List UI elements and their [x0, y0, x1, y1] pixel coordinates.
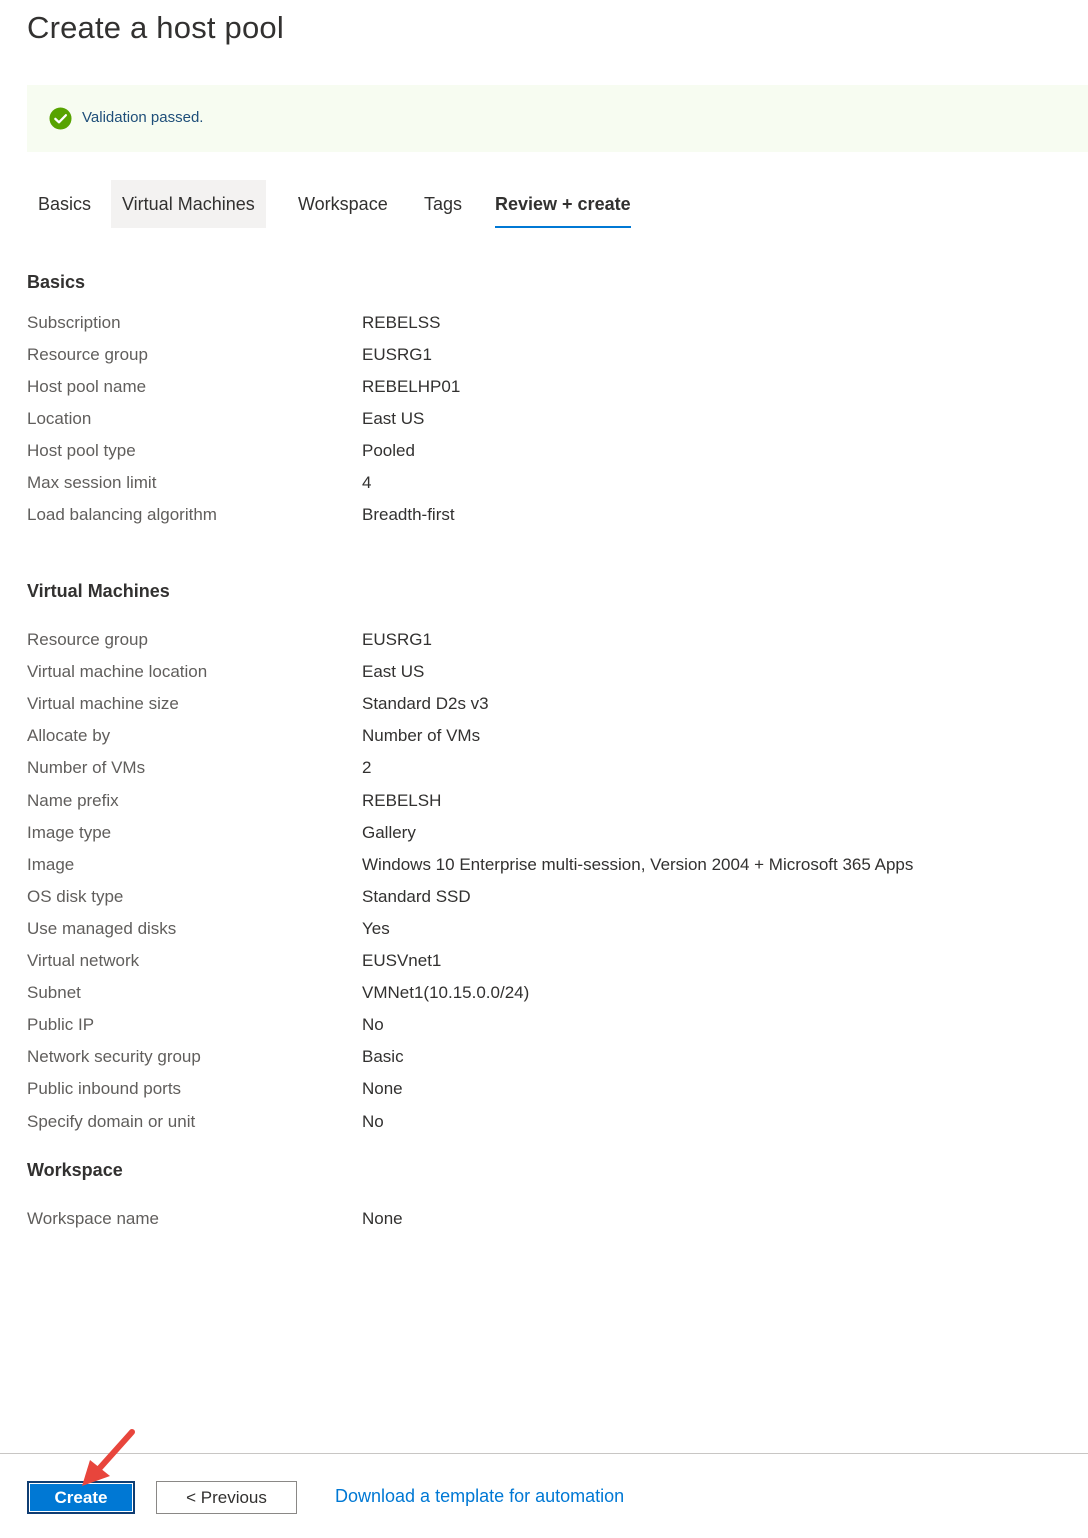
summary-value: Standard D2s v3 — [362, 694, 489, 714]
summary-row — [27, 789, 1067, 813]
summary-label: Virtual network — [27, 951, 140, 970]
summary-value: Basic — [362, 1047, 404, 1067]
summary-value: EUSRG1 — [362, 630, 432, 649]
summary-row — [27, 375, 1067, 399]
summary-value: EUSRG1 — [362, 345, 432, 364]
footer-divider — [0, 1453, 1088, 1454]
summary-value: Pooled — [362, 441, 415, 460]
section-title-virtual-machines: Virtual Machines — [27, 581, 170, 601]
summary-row — [27, 853, 1067, 877]
summary-row — [27, 1207, 1067, 1231]
summary-label: Workspace name — [27, 1209, 159, 1228]
summary-label: Host pool type — [27, 441, 136, 460]
tab-tags[interactable]: Tags — [424, 194, 463, 214]
validation-banner — [27, 85, 1088, 152]
summary-label: Subnet — [27, 983, 81, 1003]
summary-label: Host pool name — [27, 377, 147, 396]
summary-label: OS disk type — [27, 886, 124, 906]
summary-label: Name prefix — [27, 790, 119, 810]
summary-row — [27, 503, 1067, 527]
summary-value: Gallery — [362, 822, 416, 842]
summary-label: Location — [27, 409, 92, 428]
summary-row — [27, 821, 1067, 845]
summary-value: East US — [362, 409, 425, 428]
section-title-basics: Basics — [27, 272, 86, 292]
tab-review-create[interactable]: Review + create — [495, 180, 631, 228]
summary-row — [27, 885, 1067, 909]
summary-value: Number of VMs — [362, 726, 481, 746]
summary-row — [27, 1013, 1067, 1037]
summary-value: REBELHP01 — [362, 377, 461, 396]
summary-label: Public inbound ports — [27, 1079, 182, 1099]
summary-row — [27, 1077, 1067, 1101]
summary-value: None — [362, 1079, 403, 1099]
summary-label: Specify domain or unit — [27, 1111, 196, 1131]
summary-label: Network security group — [27, 1047, 201, 1067]
summary-label: Resource group — [27, 345, 148, 364]
summary-label: Image — [27, 854, 75, 874]
summary-row — [27, 471, 1067, 495]
summary-label: Virtual machine size — [27, 694, 179, 714]
download-template-link[interactable]: Download a template for automation — [335, 1486, 625, 1506]
summary-value: Standard SSD — [362, 886, 471, 906]
page-title: Create a host pool — [27, 10, 284, 45]
summary-value: None — [362, 1209, 403, 1228]
summary-label: Subscription — [27, 313, 121, 332]
summary-row — [27, 949, 1067, 973]
summary-row — [27, 628, 1067, 652]
create-button[interactable]: Create — [27, 1481, 135, 1514]
section-title-workspace: Workspace — [27, 1160, 123, 1180]
tab-workspace[interactable]: Workspace — [298, 194, 388, 214]
summary-value: Breadth-first — [362, 505, 455, 524]
summary-value: REBELSS — [362, 313, 441, 332]
summary-value: Yes — [362, 918, 390, 938]
previous-button[interactable]: < Previous — [156, 1481, 297, 1514]
summary-value: Windows 10 Enterprise multi-session, Version 2004 + Microsoft 365 Apps — [362, 854, 914, 874]
summary-label: Allocate by — [27, 726, 111, 746]
summary-row — [27, 343, 1067, 367]
summary-row — [27, 1110, 1067, 1134]
summary-value: No — [362, 1015, 384, 1035]
summary-label: Resource group — [27, 630, 148, 649]
tab-virtual-machines[interactable]: Virtual Machines — [111, 180, 266, 228]
summary-row — [27, 756, 1067, 780]
summary-value: REBELSH — [362, 790, 442, 810]
summary-label: Number of VMs — [27, 758, 146, 778]
summary-value: East US — [362, 662, 425, 682]
summary-label: Virtual machine location — [27, 662, 208, 682]
summary-value: No — [362, 1111, 384, 1131]
summary-row — [27, 692, 1067, 716]
summary-value: VMNet1(10.15.0.0/24) — [362, 983, 530, 1003]
summary-label: Load balancing algorithm — [27, 505, 217, 524]
summary-value: EUSVnet1 — [362, 951, 442, 970]
validation-message: Validation passed. — [82, 109, 204, 126]
summary-row — [27, 660, 1067, 684]
summary-row — [27, 917, 1067, 941]
summary-row — [27, 439, 1067, 463]
summary-label: Use managed disks — [27, 918, 177, 938]
summary-label: Image type — [27, 822, 112, 842]
summary-row — [27, 311, 1067, 335]
summary-row — [27, 1045, 1067, 1069]
summary-value: 4 — [362, 473, 372, 492]
summary-label: Public IP — [27, 1015, 95, 1035]
red-arrow-icon — [76, 1426, 140, 1488]
summary-row — [27, 981, 1067, 1005]
check-circle-icon — [49, 107, 72, 130]
tab-basics[interactable]: Basics — [38, 194, 92, 214]
summary-label: Max session limit — [27, 473, 157, 492]
summary-row — [27, 724, 1067, 748]
summary-row — [27, 407, 1067, 431]
summary-value: 2 — [362, 758, 372, 778]
